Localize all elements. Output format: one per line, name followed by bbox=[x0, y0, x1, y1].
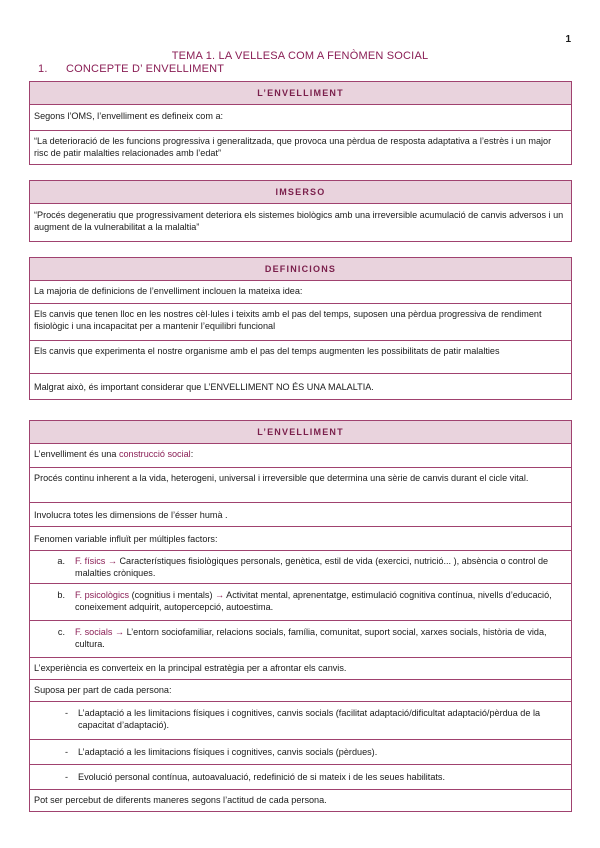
factor-row bbox=[30, 583, 571, 620]
table-row bbox=[30, 444, 571, 467]
factor-name: F. psicològics bbox=[75, 590, 130, 600]
factor-name: F. físics bbox=[75, 556, 106, 566]
section-heading bbox=[38, 63, 224, 75]
table-definicions bbox=[29, 257, 572, 400]
document-title: TEMA 1. LA VELLESA COM A FENÒMEN SOCIAL bbox=[171, 50, 429, 62]
factor-marker: c. bbox=[57, 627, 65, 637]
table-envelliment-oms bbox=[29, 81, 572, 165]
factor-marker: b. bbox=[57, 590, 65, 600]
factor-text: L’entorn sociofamiliar, relacions socials, família, comunitat, suport social, xarxes socials, història de vida, cultura. bbox=[75, 627, 547, 649]
table-envelliment-construccio bbox=[29, 420, 572, 812]
dash-marker: - bbox=[64, 747, 68, 757]
table-row: Fenomen variable influït per múltiples factors: bbox=[30, 526, 571, 550]
table-row: Els canvis que tenen lloc en les nostres cèl·lules i teixits amb el pas del temps, suposen una pèrdua progressiva de rendiment fisiològic i una incapacitat per a mantenir l’equilibri funcional bbox=[30, 303, 571, 340]
section-label: CONCEPTE D’ ENVELLIMENT bbox=[66, 63, 225, 75]
intro-suffix: : bbox=[190, 449, 194, 459]
factor-name: F. socials bbox=[75, 627, 113, 637]
factor-text: Característiques fisiològiques personals, genètica, estil de vida (exercici, nutrició... ), absència o control de malalties cròniques. bbox=[75, 556, 549, 578]
bullet-text: Evolució personal contínua, autoavaluació, redefinició de si mateix i de les seues habilitats. bbox=[78, 772, 445, 782]
factor-row bbox=[30, 620, 571, 657]
table-row: “Procés degeneratiu que progressivament deteriora els sistemes biològics amb una irreversible acumulació de canvis adversos i un augment de la vulnerabilitat a la malaltia” bbox=[34, 210, 564, 232]
bullet-row bbox=[30, 739, 571, 764]
table-row: Segons l’OMS, l’envelliment es defineix com a: bbox=[34, 111, 224, 121]
factor-extra: (cognitius i mentals) bbox=[129, 590, 213, 600]
factor-marker: a. bbox=[57, 556, 65, 566]
table-header: DEFINICIONS bbox=[30, 258, 571, 281]
intro-prefix: L’envelliment és una bbox=[34, 449, 119, 459]
page-number: 1 bbox=[565, 34, 571, 45]
bullet-text: L’adaptació a les limitacions físiques i cognitives, canvis socials (facilitat adaptació/dificultat adaptació/pèrdua de la capacitat d’adaptació). bbox=[78, 708, 541, 730]
table-row: La majoria de definicions de l’envelliment inclouen la mateixa idea: bbox=[34, 286, 303, 296]
table-row: L’experiència es converteix en la principal estratègia per a afrontar els canvis. bbox=[30, 657, 571, 679]
bullet-row bbox=[30, 764, 571, 789]
arrow-icon: → bbox=[112, 627, 127, 637]
table-header: L’ENVELLIMENT bbox=[30, 82, 571, 105]
section-number: 1. bbox=[38, 63, 48, 75]
table-row: Malgrat això, és important considerar que L’ENVELLIMENT NO ÉS UNA MALALTIA. bbox=[30, 373, 571, 399]
construccio-social-link: construcció social bbox=[118, 449, 191, 459]
dash-marker: - bbox=[64, 772, 68, 782]
table-header: L’ENVELLIMENT bbox=[30, 421, 571, 444]
bullet-row bbox=[30, 701, 571, 739]
table-row: Pot ser percebut de diferents maneres segons l’actitud de cada persona. bbox=[30, 789, 571, 811]
table-row: Involucra totes les dimensions de l’ésser humà . bbox=[30, 502, 571, 526]
arrow-icon: → bbox=[212, 590, 227, 600]
arrow-icon: → bbox=[105, 556, 120, 566]
dash-marker: - bbox=[64, 708, 68, 718]
table-row: “La deterioració de les funcions progressiva i generalitzada, que provoca una pèrdua de resposta adaptativa a l’estrès i un major risc de patir malalties relacionades amb l’edat” bbox=[30, 130, 571, 164]
table-row: Els canvis que experimenta el nostre organisme amb el pas del temps augmenten les possibilitats de patir malalties bbox=[30, 340, 571, 373]
factor-row bbox=[30, 550, 571, 583]
bullet-text: L’adaptació a les limitacions físiques i cognitives, canvis socials (pèrdues). bbox=[78, 747, 378, 757]
table-row: Procés continu inherent a la vida, heterogeni, universal i irreversible que determina una sèrie de canvis durant el cicle vital. bbox=[30, 467, 571, 502]
table-header: IMSERSO bbox=[30, 181, 571, 204]
factor-text: Activitat mental, aprenentatge, estimulació cognitiva contínua, nivells d’educació, coneixement adquirit, autopercepció, autoestima. bbox=[75, 590, 552, 612]
table-row: Suposa per part de cada persona: bbox=[30, 679, 571, 701]
table-imserso bbox=[29, 180, 572, 242]
